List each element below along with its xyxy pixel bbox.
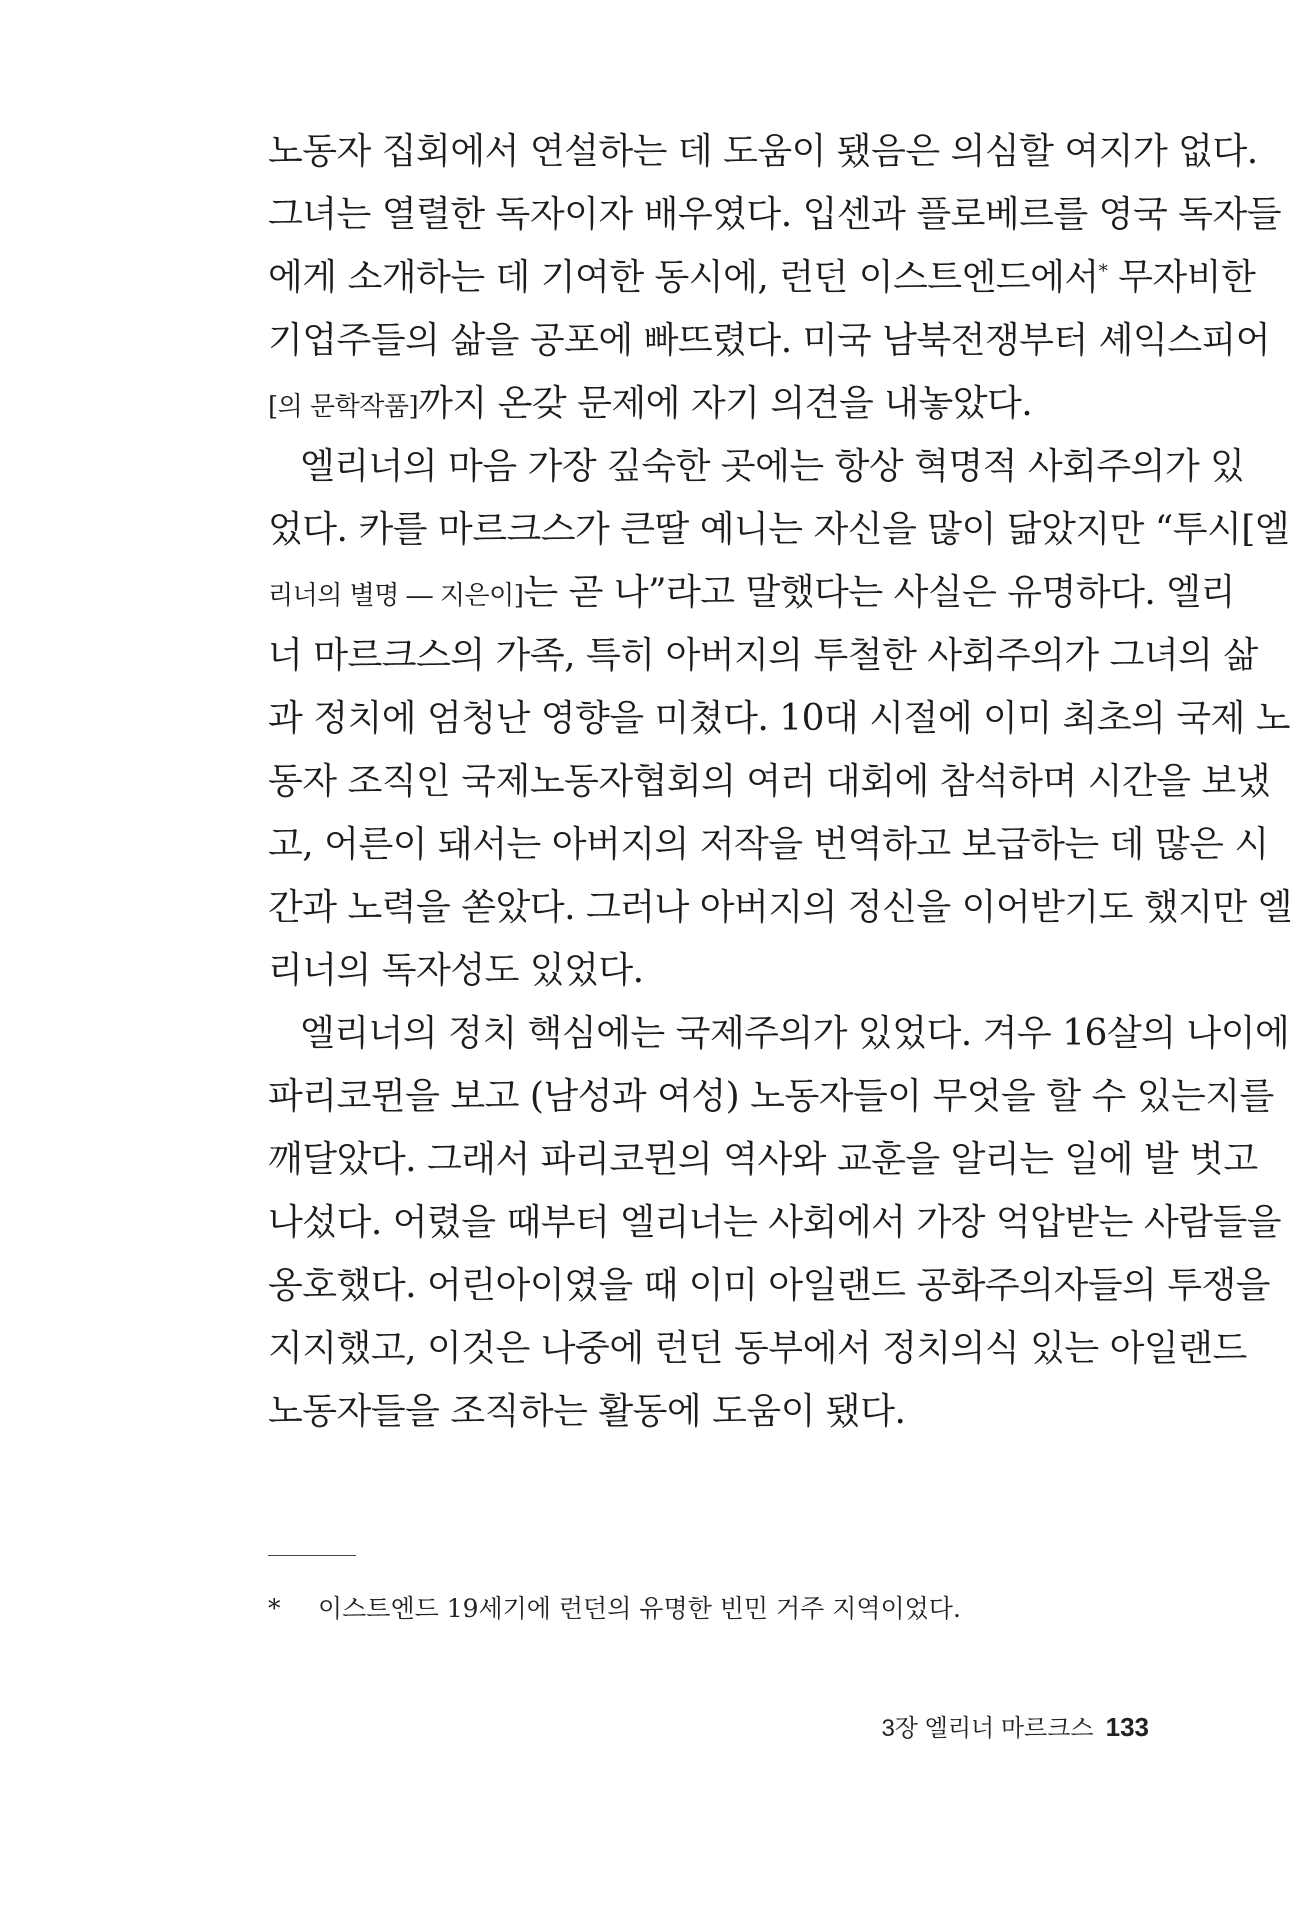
body-line-8	[268, 563, 1235, 623]
body-line-9: 너 마르크스의 가족, 특히 아버지의 투철한 사회주의가 그녀의 삶	[268, 635, 1258, 676]
body-line-2: 그녀는 열렬한 독자이자 배우였다. 입센과 플로베르를 영국 독자들	[268, 194, 1281, 235]
body-line-3	[268, 248, 1256, 308]
body-line-12: 고, 어른이 돼서는 아버지의 저작을 번역하고 보급하는 데 많은 시	[268, 824, 1269, 865]
page-number: 133	[1105, 1712, 1149, 1742]
body-line-18: 나섰다. 어렸을 때부터 엘리너는 사회에서 가장 억압받는 사람들을	[268, 1202, 1281, 1243]
body-line-15: 엘리너의 정치 핵심에는 국제주의가 있었다. 겨우 16살의 나이에	[300, 1013, 1290, 1054]
body-line-17: 깨달았다. 그래서 파리코뮌의 역사와 교훈을 알리는 일에 발 벗고	[268, 1139, 1258, 1180]
running-footer	[881, 1710, 1149, 1746]
body-line-4: 기업주들의 삶을 공포에 빠뜨렸다. 미국 남북전쟁부터 셰익스피어	[268, 320, 1271, 361]
body-line-5-text: 까지 온갖 문제에 자기 의견을 내놓았다.	[418, 383, 1033, 424]
body-line-19: 옹호했다. 어린아이였을 때 이미 아일랜드 공화주의자들의 투쟁을	[268, 1265, 1271, 1306]
body-line-7: 었다. 카를 마르크스가 큰딸 예니는 자신을 많이 닮았지만 “투시[엘	[268, 509, 1290, 550]
body-line-11: 동자 조직인 국제노동자협회의 여러 대회에 참석하며 시간을 보냈	[268, 761, 1271, 802]
body-line-14: 리너의 독자성도 있었다.	[268, 950, 644, 991]
author-note: 리너의 별명 ― 지은이]	[268, 581, 524, 611]
body-line-20: 지지했고, 이것은 나중에 런던 동부에서 정치의식 있는 아일랜드	[268, 1328, 1247, 1369]
editor-insert: [의 문학작품]	[268, 392, 419, 422]
body-line-3-text: 에게 소개하는 데 기여한 동시에, 런던 이스트엔드에서	[268, 257, 1099, 298]
footnote	[268, 1592, 961, 1626]
body-line-16: 파리코뮌을 보고 (남성과 여성) 노동자들이 무엇을 할 수 있는지를	[268, 1076, 1274, 1117]
body-line-6: 엘리너의 마음 가장 깊숙한 곳에는 항상 혁명적 사회주의가 있	[300, 446, 1245, 487]
chapter-title: 3장 엘리너 마르크스	[881, 1715, 1094, 1742]
body-line-8-text: 는 곧 나”라고 말했다는 사실은 유명하다. 엘리	[523, 572, 1235, 613]
footnote-text: 이스트엔드 19세기에 런던의 유명한 빈민 거주 지역이었다.	[318, 1594, 961, 1623]
body-line-13: 간과 노력을 쏟았다. 그러나 아버지의 정신을 이어받기도 했지만 엘	[268, 887, 1292, 928]
body-line-5	[268, 374, 1148, 434]
body-line-21: 노동자들을 조직하는 활동에 도움이 됐다.	[268, 1391, 906, 1432]
footnote-divider	[268, 1555, 356, 1556]
footnote-mark: *	[268, 1594, 281, 1623]
body-line-3-end: 무자비한	[1118, 257, 1256, 298]
body-line-1: 노동자 집회에서 연설하는 데 도움이 됐음은 의심할 여지가 없다.	[268, 131, 1258, 172]
footnote-reference[interactable]: *	[1098, 261, 1108, 282]
body-line-10: 과 정치에 엄청난 영향을 미쳤다. 10대 시절에 이미 최초의 국제 노	[268, 698, 1291, 739]
